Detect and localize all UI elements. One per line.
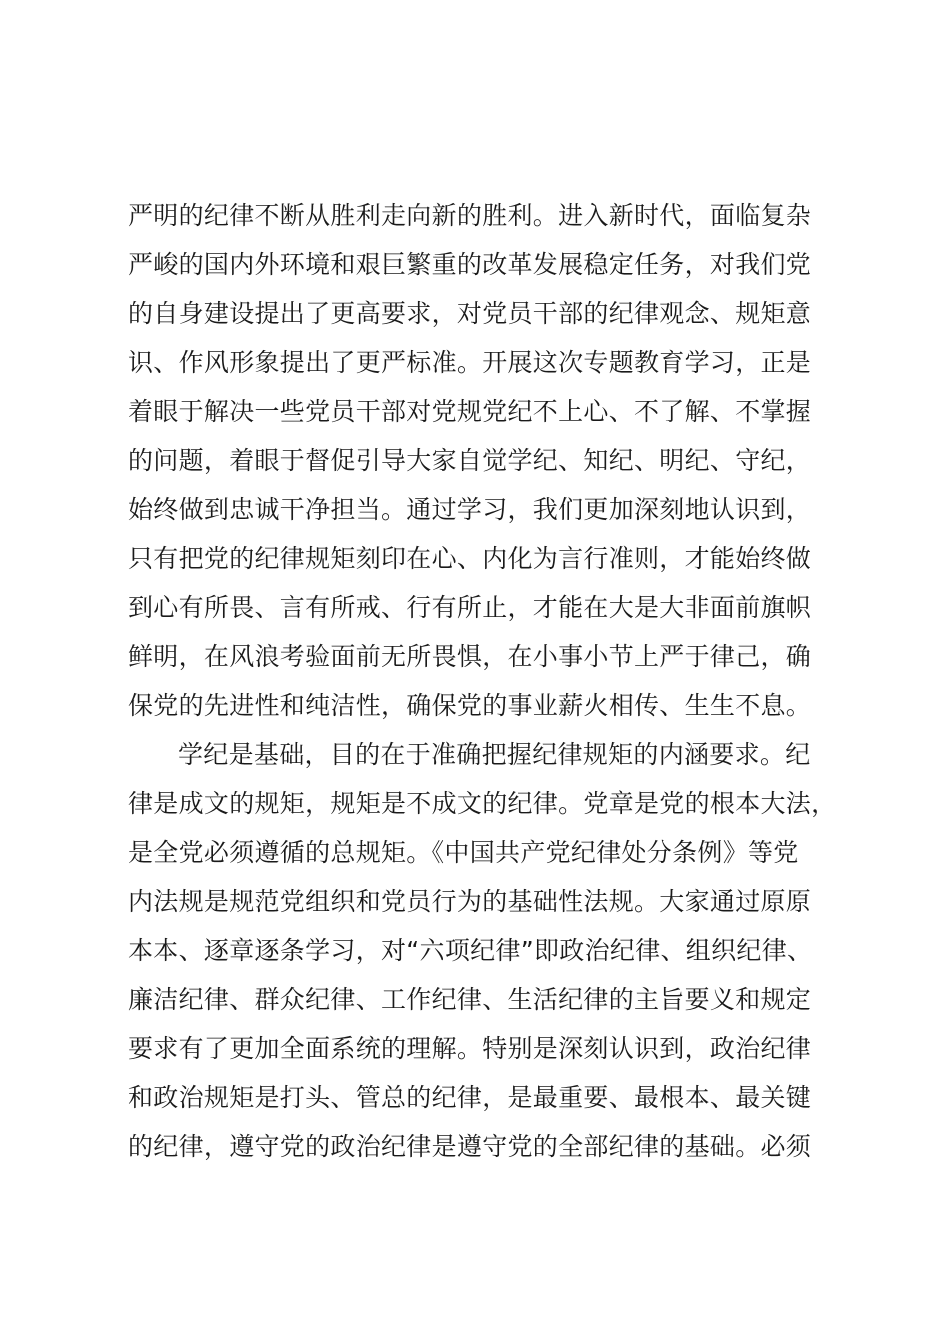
text-line: 的自身建设提出了更高要求，对党员干部的纪律观念、规矩意 [128, 299, 812, 328]
text-line: 本本、逐章逐条学习，对“六项纪律”即政治纪律、组织纪律、 [128, 936, 813, 965]
paragraph-start-line: 学纪是基础，目的在于准确把握纪律规矩的内涵要求。纪 [178, 740, 811, 769]
text-line: 鲜明，在风浪考验面前无所畏惧，在小事小节上严于律己，确 [128, 642, 812, 671]
text-line: 只有把党的纪律规矩刻印在心、内化为言行准则，才能始终做 [128, 544, 812, 573]
text-line: 的纪律，遵守党的政治纪律是遵守党的全部纪律的基础。必须 [128, 1132, 812, 1161]
text-line: 始终做到忠诚干净担当。通过学习，我们更加深刻地认识到， [128, 495, 812, 524]
text-line: 是全党必须遵循的总规矩。《中国共产党纪律处分条例》等党 [128, 838, 799, 867]
text-line: 着眼于解决一些党员干部对党规党纪不上心、不了解、不掌握 [128, 397, 812, 426]
text-line: 要求有了更加全面系统的理解。特别是深刻认识到，政治纪律 [128, 1034, 812, 1063]
text-line: 严峻的国内外环境和艰巨繁重的改革发展稳定任务，对我们党 [128, 250, 812, 279]
text-line: 内法规是规范党组织和党员行为的基础性法规。大家通过原原 [128, 887, 812, 916]
text-line: 严明的纪律不断从胜利走向新的胜利。进入新时代，面临复杂 [128, 201, 812, 230]
body-text [128, 191, 853, 1171]
text-line: 的问题，着眼于督促引导大家自觉学纪、知纪、明纪、守纪， [128, 446, 812, 475]
text-line: 律是成文的规矩，规矩是不成文的纪律。党章是党的根本大法， [128, 789, 837, 818]
text-line: 到心有所畏、言有所戒、行有所止，才能在大是大非面前旗帜 [128, 593, 812, 622]
text-line: 识、作风形象提出了更严标准。开展这次专题教育学习，正是 [128, 348, 812, 377]
text-line: 保党的先进性和纯洁性，确保党的事业薪火相传、生生不息。 [128, 691, 812, 720]
text-line: 廉洁纪律、群众纪律、工作纪律、生活纪律的主旨要义和规定 [128, 985, 812, 1014]
text-line: 和政治规矩是打头、管总的纪律，是最重要、最根本、最关键 [128, 1083, 812, 1112]
